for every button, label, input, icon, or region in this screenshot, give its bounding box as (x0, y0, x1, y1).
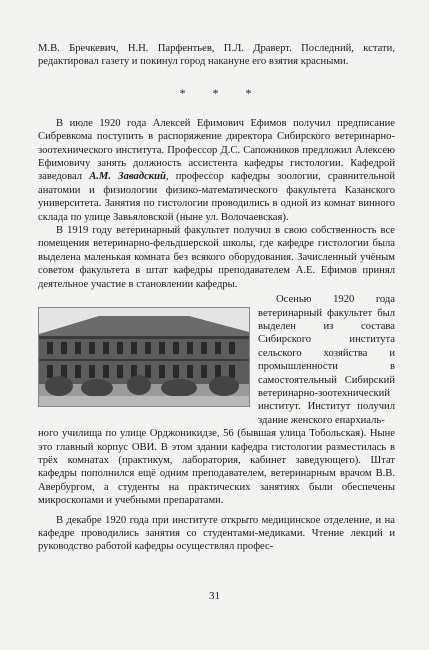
intro-paragraph: М.В. Бречкевич, Н.Н. Парфентьев, П.Л. Драверт. Последний, кстати, редактировал газету и покинул город накануне его взятия красными. (38, 43, 395, 68)
paragraph-3-continued: ного училища по улице Орджоникидзе, 56 (бывшая улица Тобольская). Ныне это главный корпус ОВИ. В этом здании кафедра гистологии разместилась в трёх комнатах (практикум, лаборатория, кабинет заведующего). Штат кафедры пополнился ещё одним преподавателем, ветеринарным врачом В.В. Авербургом, а студенты на практических занятиях были обеспечены микроскопами и учебными препаратами. (38, 428, 395, 507)
paragraph-1-text-start: В июле 1920 года Алексей Ефимович Ефимов получил предписание Сибревкома поступить в распоряжение директора Сибирского ветеринарно-зоотехнического института. Профессор Д.С. Сапожников предложил Алексею Ефимовичу занять должность ассистента кафедры гистологии. Кафедрой заведовал (38, 117, 395, 183)
paragraph-1 (38, 117, 395, 224)
building-photo-image (39, 308, 249, 406)
paragraph-2: В 1919 году ветеринарный факультет получил в свою собственность все помещения ветеринарно-фельдшерской школы, где кафедре гистологии была выделена маленькая комната без всякого оборудования. Зачисленный учёным советом факультета в штат кафедры преподавателем А.Е. Ефимов принял деятельное участие в становлении кафедры. (38, 225, 395, 290)
head-of-department-name: А.М. Завадский (89, 171, 166, 183)
building-photo (38, 307, 250, 407)
paragraph-3-beside-photo: Осенью 1920 года ветеринарный факультет был выделен из состава Сибирского института сельского хозяйства и промышленности в самостоятельный Сибирский ветеринарно-зоотехнический институт. Институт получил здание женского епархиаль- (258, 294, 395, 426)
section-separator: * * * (179, 85, 264, 100)
page-number: 31 (209, 590, 220, 602)
figure-row (38, 293, 395, 427)
paragraph-4: В декабре 1920 года при институте открыто медицинское отделение, и на кафедре проводились занятия со студентами-медиками. Чтение лекций и руководство работой кафедры осуществлял профес- (38, 514, 395, 553)
paragraph-1-text-end: , профессор кафедры зоологии, сравнительной анатомии и физиологии физико-математического факультета Казанского университета. Занятия по гистологии проводились в одной из комнат винного склада по улице Завьяловской (ныне ул. Волочаевская). (38, 171, 396, 223)
